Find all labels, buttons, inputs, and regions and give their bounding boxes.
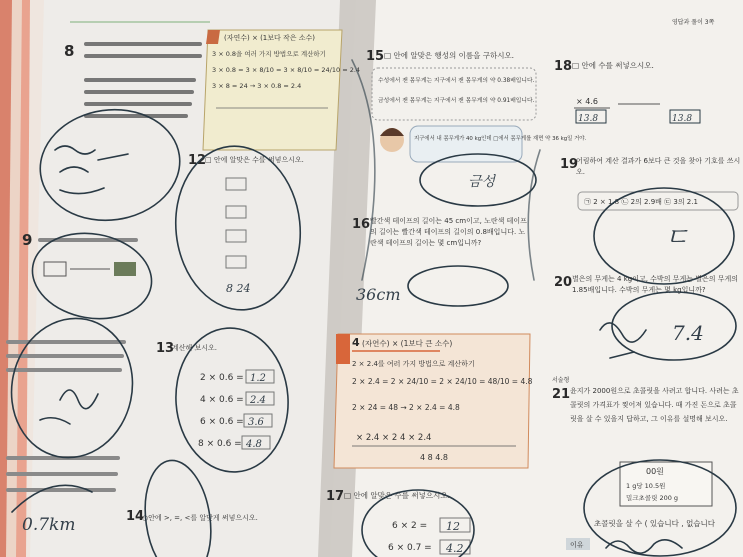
q17-expr1: 6 × 2 = xyxy=(392,521,428,531)
box3-line2: 3 × 0.8 = 3 × 8/10 = 3 × 8/10 = 24/10 = 2.4 xyxy=(212,66,361,74)
q18-ans-left: 13.8 xyxy=(578,114,599,124)
q13-text: 계산해 보시오. xyxy=(172,344,218,352)
svg-text:4: 4 xyxy=(352,336,360,349)
q15-text: □ 안에 알맞은 행성의 이름을 구하시오. xyxy=(384,51,515,60)
q16-text-box xyxy=(370,216,530,272)
box4-vert-result: 4 8 4.8 xyxy=(420,453,448,462)
price-tag-line2: 밀크초콜릿 200 g xyxy=(626,494,679,502)
q17-ans2: 4.2 xyxy=(446,542,464,555)
q13-ans4: 4.8 xyxy=(246,439,262,450)
q20-number: 20 xyxy=(554,275,573,290)
q17-text: □ 안에 알맞은 수를 써넣으시오. xyxy=(344,491,450,500)
left-handwritten-answer: 0.7km xyxy=(22,515,76,535)
q12-text: □ 안에 알맞은 수를 써넣으시오. xyxy=(205,156,304,164)
box4-vert: × 2.4 × 2 4 × 2.4 xyxy=(356,433,432,443)
q17-ans1: 12 xyxy=(446,520,460,533)
q19-options: ㉠ 2 × 1.8 ㉡ 2의 2.9배 ㉢ 3의 2.1 xyxy=(584,198,698,206)
q12-handwritten: 8 24 xyxy=(226,282,251,295)
q18-vert: × 4.6 xyxy=(576,97,598,106)
q13-expr4: 8 × 0.6 = xyxy=(198,439,242,449)
box3-title: (자연수) × (1보다 작은 소수) xyxy=(224,34,316,42)
q13-expr2: 4 × 0.6 = xyxy=(200,395,244,405)
q8-number: 8 xyxy=(64,42,75,60)
q19-text-box xyxy=(576,156,742,184)
q17-expr2: 6 × 0.7 = xyxy=(388,543,432,553)
concept-box-3 xyxy=(203,30,360,150)
q16-number: 16 xyxy=(352,217,371,232)
q13-expr3: 6 × 0.6 = xyxy=(200,417,244,427)
q19-number: 19 xyxy=(560,157,579,172)
q19-handwritten: ㄷ xyxy=(664,223,690,253)
q21-answer-line: 초콜릿을 살 수 ( 있습니다 , 없습니다 xyxy=(594,519,716,528)
box4-line2: 2 × 2.4 = 2 × 24/10 = 2 × 24/10 = 48/10 = 4.8 xyxy=(352,377,533,386)
q16-handwritten: 36cm xyxy=(356,285,401,304)
q20-handwritten: 7.4 xyxy=(672,321,704,345)
q19-text: 어림하여 계산 결과가 6보다 큰 것을 찾아 기호를 쓰시오. xyxy=(576,157,741,176)
q21-tag: 서술형 xyxy=(552,377,570,384)
q15-number: 15 xyxy=(366,49,385,64)
running-head: 영답과 풀이 3쪽 xyxy=(672,19,715,26)
q18-ans-right: 13.8 xyxy=(672,114,693,124)
q13-ans1: 1.2 xyxy=(250,373,266,384)
q15-bullet1: 수성에서 잰 몸무게는 지구에서 잰 몸무게의 약 0.38배입니다. xyxy=(378,78,535,84)
q21-text: 윤지가 2000원으로 초콜릿을 사려고 합니다. 사려는 초콜릿의 가격표가 찢어져 있습니다. 때 가진 돈으로 초콜릿을 살 수 있을지 답하고, 그 이유를 설명해 보시오. xyxy=(570,387,739,423)
q13-expr1: 2 × 0.6 = xyxy=(200,373,244,383)
price-tag-line1: 1 g당 10.5원 xyxy=(626,482,666,490)
price-tag-top: 00원 xyxy=(646,467,664,476)
box4-title: (자연수) × (1보다 큰 소수) xyxy=(362,339,453,348)
q18-number: 18 xyxy=(554,59,573,74)
concept-box-4 xyxy=(334,334,533,468)
q21-number: 21 xyxy=(552,387,571,402)
q15-bullet2: 금성에서 잰 몸무게는 지구에서 잰 몸무게의 약 0.91배입니다. xyxy=(378,98,535,104)
q15-bubble: 지구에서 내 몸무게가 40 kg인데 □에서 몸무게를 재면 약 36 kg일 거야. xyxy=(414,136,587,142)
box4-line1: 2 × 2.4를 여러 가지 방법으로 계산하기 xyxy=(352,360,475,368)
box4-line3: 2 × 24 = 48 → 2 × 2.4 = 4.8 xyxy=(352,403,460,412)
q16-text: 빨간색 테이프의 길이는 45 cm이고, 노란색 테이프의 길이는 빨간색 테이프의 길이의 0.8배입니다. 노란색 테이프의 길이는 몇 cm입니까? xyxy=(370,217,527,247)
q21-reason-label: 이유 xyxy=(570,541,584,549)
q20-text: 별은의 무게는 4 kg이고, 수박의 무게는 별은의 무게의 1.85배입니다. 수박의 무게는 몇 kg입니까? xyxy=(572,275,738,294)
q13-number: 13 xyxy=(156,341,175,356)
q17-number: 17 xyxy=(326,489,345,504)
q13-ans3: 3.6 xyxy=(248,417,264,428)
box3-line3: 3 × 8 = 24 → 3 × 0.8 = 2.4 xyxy=(212,82,302,90)
q12-number: 12 xyxy=(188,153,207,168)
q13-ans2: 2.4 xyxy=(250,395,266,406)
box3-line1: 3 × 0.8을 여러 가지 방법으로 계산하기 xyxy=(212,50,326,58)
q14-number: 14 xyxy=(126,509,145,524)
q15-handwritten: 금성 xyxy=(468,174,496,190)
q9-number: 9 xyxy=(22,231,33,249)
q21-text-box xyxy=(570,384,743,444)
q14-text: ○안에 >, =, <를 알맞게 써넣으시오. xyxy=(142,514,258,522)
q21-price-tag xyxy=(620,462,712,506)
q18-text: □ 안에 수를 써넣으시오. xyxy=(572,61,654,70)
